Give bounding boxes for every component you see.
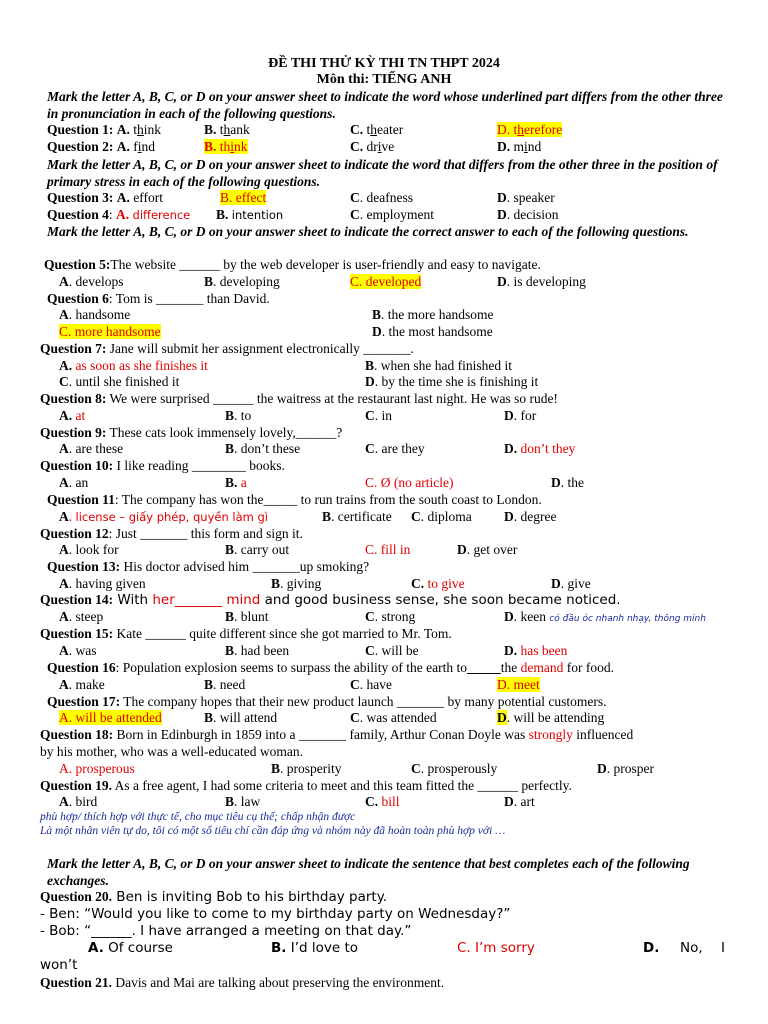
q20-option-d-text2: I [721, 940, 725, 956]
q7-option-a: A. as soon as she finishes it [59, 358, 208, 373]
q9-option-a: A. are these [59, 441, 124, 456]
q3-option-b: B. effect [220, 190, 267, 205]
q15-option-b: B. had been [225, 643, 290, 658]
question-20: Question 20. Ben is inviting Bob to his birthday party. [40, 889, 388, 905]
q6-option-b: B. the more handsome [372, 307, 494, 322]
q13-option-a: A. having given [59, 576, 146, 591]
q12-option-b: B. carry out [225, 542, 290, 557]
exam-subject: Môn thi: TIẾNG ANH [316, 72, 452, 87]
q11-option-d: D. degree [504, 509, 557, 524]
q10-option-c: C. Ø (no article) [365, 475, 454, 490]
q7-option-c: C. until she finished it [59, 374, 180, 389]
question-18: Question 18: Born in Edinburgh in 1859 into a _______ family, Arthur Conan Doyle was strongly influenced [40, 727, 634, 742]
q16-option-a: A. make [59, 677, 105, 692]
q12-option-a: A. look for [59, 542, 119, 557]
question-2: Question 2: A. find [47, 139, 156, 154]
q2-option-c: C. drive [350, 139, 395, 154]
q20-option-d: D. [643, 940, 660, 956]
q18-option-d: D. prosper [597, 761, 654, 776]
q10-option-a: A. an [59, 475, 89, 490]
q15-option-c: C. will be [365, 643, 419, 658]
question-12: Question 12: Just _______ this form and sign it. [40, 526, 303, 541]
question-15: Question 15: Kate ______ quite different since she got married to Mr. Tom. [40, 626, 452, 641]
instruction-correct-answer: Mark the letter A, B, C, or D on your answer sheet to indicate the correct answer to each of the following questions. [47, 224, 689, 239]
q19-note-meaning: phù hợp/ thích hợp với thực tế, cho mục tiêu cụ thể; chấp nhận được [40, 811, 356, 823]
question-11: Question 11: The company has won the_____ to run trains from the south coast to London. [47, 492, 542, 507]
q11-option-c: C. diploma [411, 509, 472, 524]
q8-option-b: B. to [225, 408, 252, 423]
q19-option-a: A. bird [59, 794, 98, 809]
instruction-stress: Mark the letter A, B, C, or D on your answer sheet to indicate the word that differs from the other three in the position of primary stress in each of the following questions. [47, 157, 718, 189]
question-17: Question 17: The company hopes that their new product launch _______ by many potential customers. [47, 694, 607, 709]
question-4: Question 4: A. difference [47, 207, 191, 222]
q3-option-c: C. deafness [350, 190, 413, 205]
q9-option-b: B. don’t these [225, 441, 301, 456]
q5-option-b: B. developing [204, 274, 280, 289]
q5-option-c: C. developed [350, 274, 422, 289]
q20-option-a: A. Of course [88, 940, 173, 956]
q13-option-d: D. give [551, 576, 591, 591]
q10-option-b: B. a [225, 475, 247, 490]
q1-option-d: D. therefore [497, 122, 563, 137]
q18-option-a: A. prosperous [59, 761, 135, 776]
q5-option-d: D. is developing [497, 274, 586, 289]
q12-option-d: D. get over [457, 542, 518, 557]
q9-option-c: C. are they [365, 441, 425, 456]
question-18-line2: by his mother, who was a well-educated woman. [40, 744, 304, 759]
q20-option-b: B. I’d love to [271, 940, 358, 956]
q11-option-a: A. license – giấy phép, quyền làm gì [59, 509, 268, 524]
question-9: Question 9: These cats look immensely lovely,______? [40, 425, 343, 440]
q4-option-d: D. decision [497, 207, 559, 222]
question-20-bob-line: - Bob: “______. I have arranged a meeting on that day.” [40, 923, 412, 939]
q7-option-b: B. when she had finished it [365, 358, 512, 373]
q20-option-c: C. I’m sorry [457, 940, 535, 956]
q15-option-d: D. has been [504, 643, 568, 658]
q6-option-a: A. handsome [59, 307, 131, 322]
q7-option-d: D. by the time she is finishing it [365, 374, 539, 389]
q13-option-c: C. to give [411, 576, 465, 591]
q17-option-b: B. will attend [204, 710, 278, 725]
q5-option-a: A. develops [59, 274, 124, 289]
q9-option-d: D. don’t they [504, 441, 576, 456]
q8-option-d: D. for [504, 408, 537, 423]
q17-option-c: C. was attended [350, 710, 437, 725]
q20-option-d-text3: won’t [40, 957, 78, 973]
question-20-ben-line: - Ben: “Would you like to come to my birthday party on Wednesday?” [40, 906, 511, 922]
q14-option-d: D. keen có đầu óc nhanh nhạy, thông minh [504, 609, 706, 624]
q20-option-d-text1: No, [680, 940, 703, 956]
q19-option-c: C. bill [365, 794, 400, 809]
question-21: Question 21. Davis and Mai are talking about preserving the environment. [40, 975, 445, 990]
q19-option-d: D. art [504, 794, 535, 809]
question-8: Question 8: We were surprised ______ the waitress at the restaurant last night. He was so rude! [40, 391, 558, 406]
q16-option-c: C. have [350, 677, 392, 692]
q2-option-b: B. think [204, 139, 248, 154]
q16-option-d: D. meet [497, 677, 540, 692]
q17-option-a: A. will be attended [59, 710, 162, 725]
q8-option-c: C. in [365, 408, 393, 423]
q1-option-c: C. theater [350, 122, 404, 137]
question-14: Question 14: With her_______ mind and good business sense, she soon became noticed. [40, 592, 621, 608]
question-5: Question 5:The website ______ by the web developer is user-friendly and easy to navigate. [44, 257, 541, 272]
q19-option-b: B. law [225, 794, 261, 809]
q4-option-b: B. intention [216, 207, 284, 222]
q1-option-b: B. thank [204, 122, 250, 137]
question-13: Question 13: His doctor advised him _______up smoking? [47, 559, 370, 574]
question-6: Question 6: Tom is _______ than David. [47, 291, 270, 306]
q3-option-d: D. speaker [497, 190, 555, 205]
question-3: Question 3: A. effort [47, 190, 164, 205]
q16-option-b: B. need [204, 677, 246, 692]
question-10: Question 10: I like reading ________ books. [40, 458, 285, 473]
q6-option-c: C. more handsome [59, 324, 161, 339]
q14-annotation: có đầu óc nhanh nhạy, thông minh [549, 614, 706, 624]
q14-option-a: A. steep [59, 609, 104, 624]
q18-option-c: C. prosperously [411, 761, 498, 776]
q13-option-b: B. giving [271, 576, 322, 591]
exam-title: ĐỀ THI THỬ KỲ THI TN THPT 2024 [268, 56, 500, 71]
q10-option-d: D. the [551, 475, 584, 490]
q8-option-a: A. at [59, 408, 86, 423]
q6-option-d: D. the most handsome [372, 324, 493, 339]
question-7: Question 7: Jane will submit her assignment electronically _______. [40, 341, 414, 356]
q19-note-translation: Là một nhân viên tự do, tôi có một số tiêu chí cần đáp ứng và nhóm này đã hoàn toàn phù hợp với … [40, 825, 506, 837]
q2-option-d: D. mind [497, 139, 542, 154]
q12-option-c: C. fill in [365, 542, 411, 557]
q4-option-c: C. employment [350, 207, 434, 222]
q14-option-c: C. strong [365, 609, 416, 624]
question-1: Question 1: A. think [47, 122, 162, 137]
question-16: Question 16: Population explosion seems to surpass the ability of the earth to_____the demand for food. [47, 660, 614, 675]
q17-option-d: D. will be attending [497, 710, 605, 725]
q14-option-b: B. blunt [225, 609, 269, 624]
q15-option-a: A. was [59, 643, 97, 658]
instruction-exchanges: Mark the letter A, B, C, or D on your answer sheet to indicate the sentence that best completes each of the following exchanges. [47, 856, 690, 888]
instruction-pronunciation: Mark the letter A, B, C, or D on your answer sheet to indicate the word whose underlined part differs from the other three in pronunciation in each of the following questions. [47, 89, 723, 121]
q18-option-b: B. prosperity [271, 761, 342, 776]
question-19: Question 19. As a free agent, I had some criteria to meet and this team fitted the ______ perfectly. [40, 778, 572, 793]
q11-option-b: B. certificate [322, 509, 392, 524]
